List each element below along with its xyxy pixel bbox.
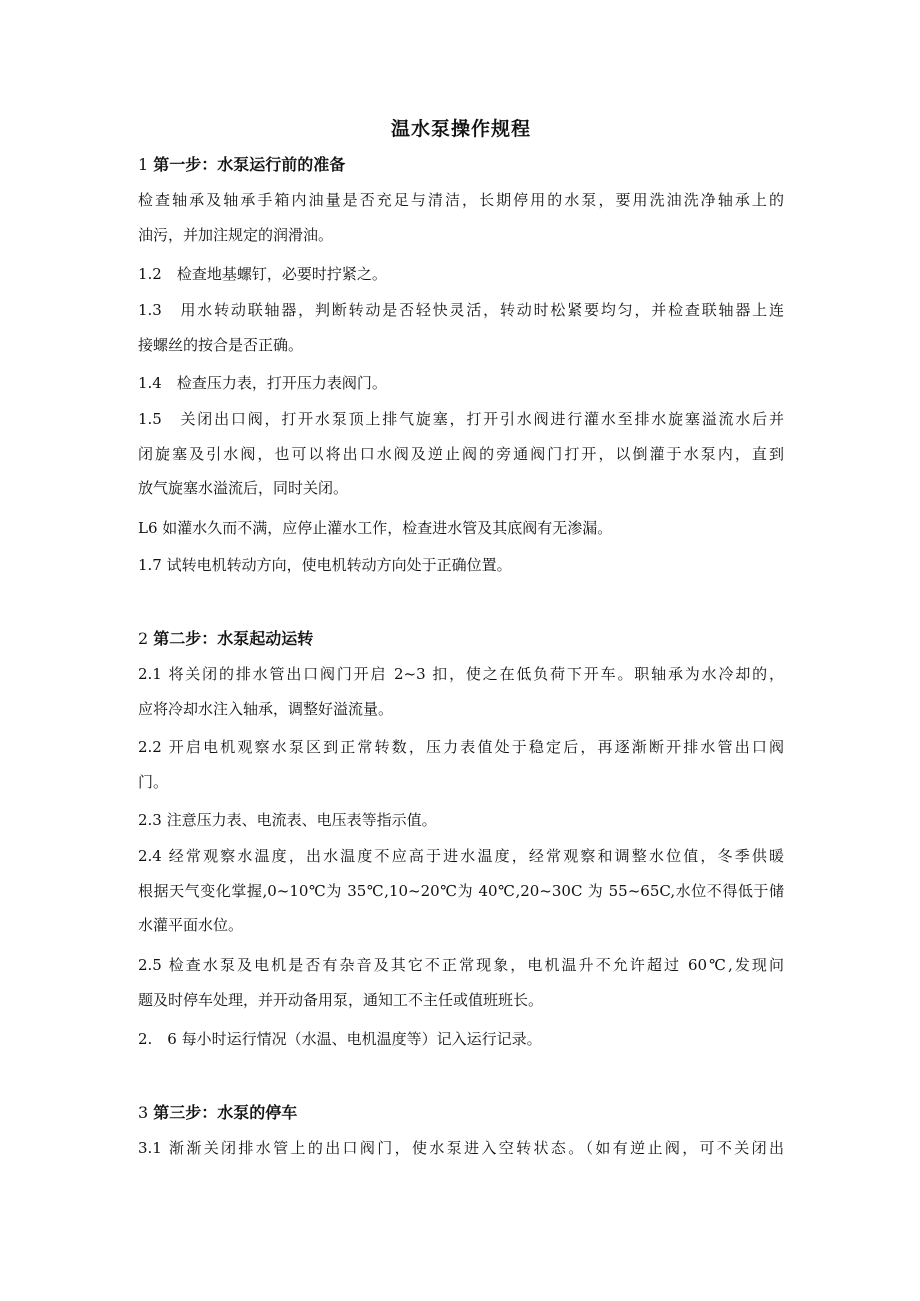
paragraph-line: 1.2 检查地基螺钉，必要时拧紧之。 [138, 265, 387, 283]
paragraph [138, 803, 784, 838]
paragraph-line: 应将冷却水注入轴承，调整好溢流量。 [138, 699, 394, 718]
paragraph [138, 839, 784, 943]
paragraph [138, 657, 784, 726]
section-heading-text: 第三步：水泵的停车 [153, 1103, 298, 1122]
paragraph [138, 548, 784, 583]
section-number: 2 [138, 629, 149, 648]
paragraph-line: 1.5 关闭出口阀，打开水泵顶上排气旋塞，打开引水阀进行灌水至排水旋塞溢流水后并 [138, 410, 784, 428]
paragraph [138, 183, 784, 252]
paragraph [138, 257, 784, 292]
paragraph [138, 511, 784, 546]
paragraph-line: 2.5 检查水泵及电机是否有杂音及其它不正常现象，电机温升不允许超过 60℃,发现问 [138, 956, 784, 974]
paragraph-line: 题及时停车处理，并开动备用泵，通知工不主任或值班班长。 [138, 990, 544, 1009]
paragraph-line: 接螺丝的按合是否正确。 [138, 335, 304, 354]
section-number: 1 [138, 155, 149, 174]
paragraph-line: 油污，并加注规定的润滑油。 [138, 225, 334, 244]
paragraph-line: 1.4 检查压力表，打开压力表阀门。 [138, 374, 387, 392]
paragraph [138, 730, 784, 799]
paragraph-line: 放气旋塞水溢流后，同时关闭。 [138, 479, 349, 497]
paragraph-line: 2.3 注意压力表、电流表、电压表等指示值。 [138, 811, 437, 829]
paragraph [138, 293, 784, 362]
paragraph-line: 门。 [138, 772, 169, 791]
paragraph [138, 402, 784, 506]
section-heading-text: 第一步：水泵运行前的准备 [153, 155, 346, 174]
paragraph-line: L6 如灌水久而不满，应停止灌水工作，检查进水管及其底阀有无渗漏。 [138, 519, 613, 537]
section-heading-1 [138, 152, 345, 175]
paragraph-line: 水灌平面水位。 [138, 916, 244, 934]
section-number: 3 [138, 1103, 149, 1122]
paragraph-line: 2.4 经常观察水温度，出水温度不应高于进水温度，经常观察和调整水位值，冬季供暖 [138, 847, 784, 865]
paragraph-line: 2.2 开启电机观察水泵区到正常转数，压力表值处于稳定后，再逐渐断开排水管出口阀 [138, 738, 784, 756]
paragraph-line: 2.1 将关闭的排水管出口阀门开启 2~3 扣，使之在低负荷下开车。职轴承为水冷却的， [138, 665, 784, 683]
document-title: 温水泵操作规程 [390, 118, 531, 140]
section-heading-3 [138, 1100, 297, 1123]
paragraph-line: 3.1 渐渐关闭排水管上的出口阀门，使水泵进入空转状态。（如有逆止阀，可不关闭出 [138, 1139, 784, 1157]
paragraph [138, 1131, 784, 1166]
paragraph-line: 2. 6 每小时运行情况（水温、电机温度等）记入运行记录。 [138, 1030, 542, 1048]
paragraph [138, 948, 784, 1017]
paragraph-line: 闭旋塞及引水阀，也可以将出口水阀及逆止阀的旁通阀门打开，以倒灌于水泵内，直到 [138, 444, 784, 463]
paragraph [138, 1022, 784, 1057]
paragraph-line: 1.3 用水转动联轴器，判断转动是否轻快灵活，转动时松紧要均匀，并检查联轴器上连 [138, 301, 784, 319]
paragraph-line: 根据天气变化掌握,0~10℃为 35℃,10~20℃为 40℃,20~30C 为 55~65C,水位不得低于储 [138, 881, 784, 900]
paragraph-line: 1.7 试转电机转动方向，使电机转动方向处于正确位置。 [138, 556, 512, 574]
section-heading-text: 第二步：水泵起动运转 [153, 629, 314, 648]
paragraph-line: 检查轴承及轴承手箱内油量是否充足与清洁，长期停用的水泵，要用洗油洗净轴承上的 [138, 191, 784, 209]
section-heading-2 [138, 626, 313, 649]
paragraph [138, 366, 784, 401]
